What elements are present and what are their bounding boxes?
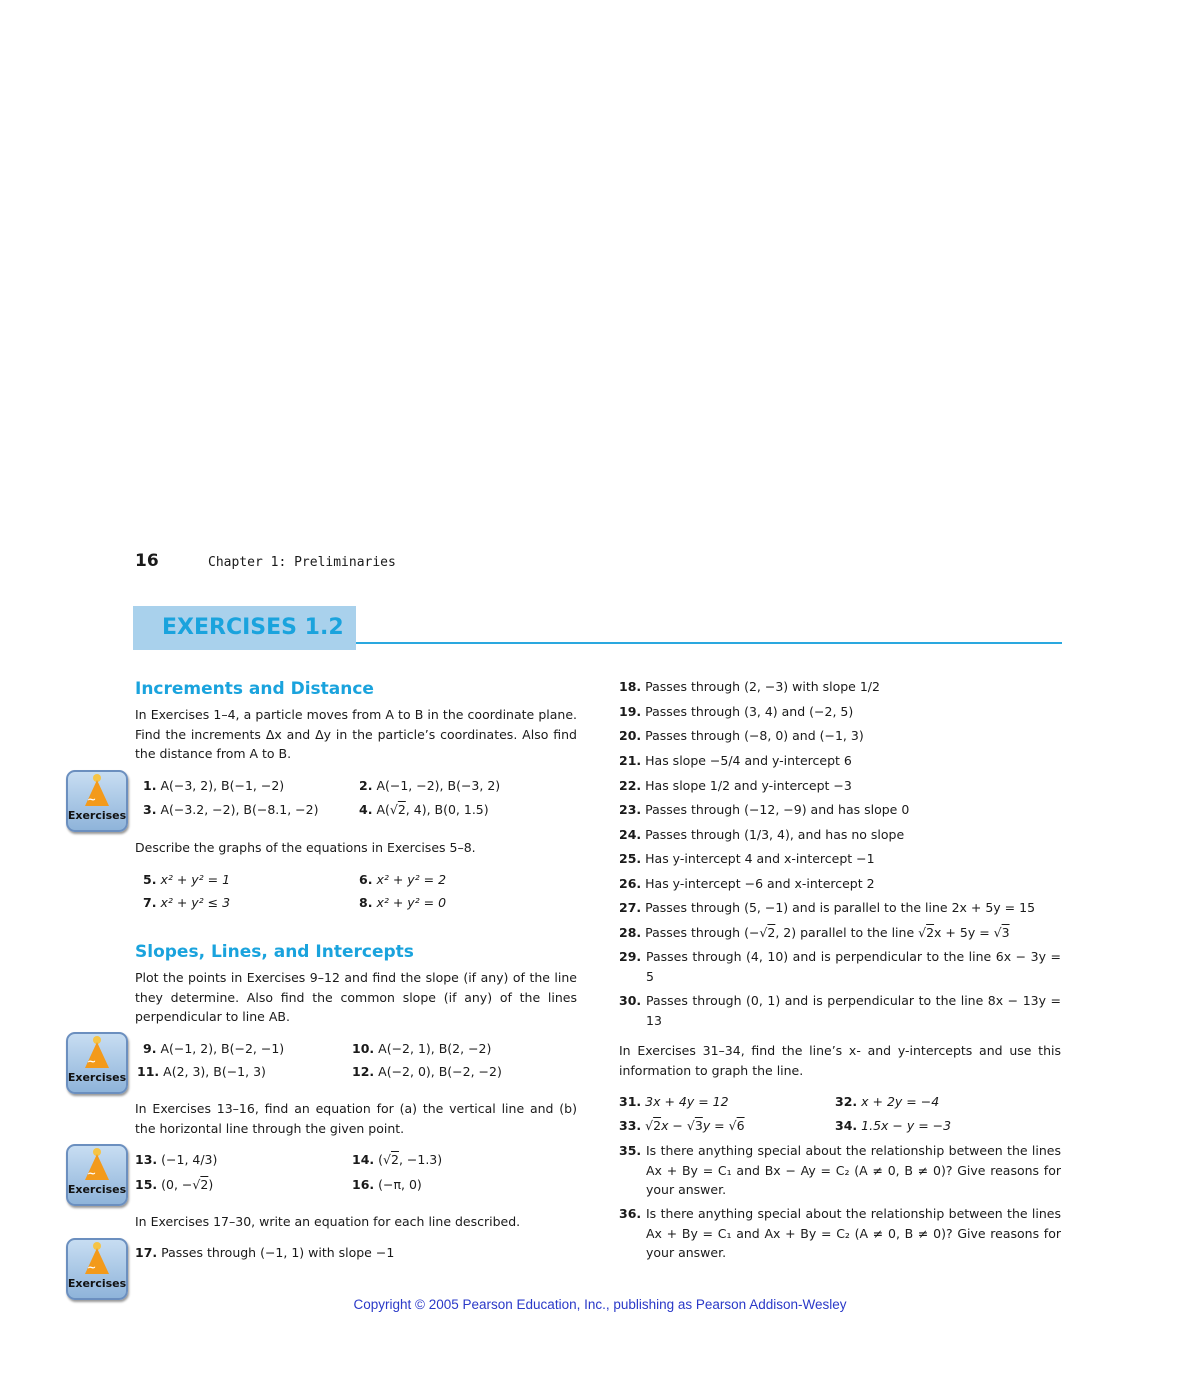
exercise-16: 16. (−π, 0) [352,1177,422,1192]
exercise-4: 4. A(√2, 4), B(0, 1.5) [359,802,489,817]
exercise-14: 14. (√2, −1.3) [352,1152,443,1167]
exercise-9: 9. A(−1, 2), B(−2, −1) [143,1041,285,1056]
exercises-icon[interactable]: ~ Exercises [66,1144,128,1206]
exercises-icon[interactable]: ~ Exercises [66,1032,128,1094]
exercise-19: 19. Passes through (3, 4) and (−2, 5) [619,704,854,719]
exercise-35: Is there anything special about the relationship between the lines Ax + By = C₁ and Bx − Ay = C₂ (A ≠ 0, B ≠ 0)? Give reasons for your answer. [646,1143,1061,1197]
exercises-title: EXERCISES 1.2 [162,615,344,640]
exercise-34: 34. 1.5x − y = −3 [835,1118,952,1133]
exercise-23: 23. Passes through (−12, −9) and has slope 0 [619,802,910,817]
exercise-13: 13. (−1, 4/3) [135,1152,218,1167]
copyright-notice: Copyright © 2005 Pearson Education, Inc., publishing as Pearson Addison-Wesley [353,1297,847,1312]
exercise-33: 33. √2x − √3y = √6 [619,1118,745,1133]
exercise-2: 2. A(−1, −2), B(−3, 2) [359,778,501,793]
exercises-icon[interactable]: ~ Exercises [66,1238,128,1300]
exercise-18: 18. Passes through (2, −3) with slope 1/2 [619,679,880,694]
intro-5-8: Describe the graphs of the equations in Exercises 5–8. [135,840,476,855]
exercise-15: 15. (0, −√2) [135,1177,214,1192]
exercise-32: 32. x + 2y = −4 [835,1094,940,1109]
exercise-12: 12. A(−2, 0), B(−2, −2) [352,1064,502,1079]
exercise-8: 8. x² + y² = 0 [359,895,447,910]
exercise-10: 10. A(−2, 1), B(2, −2) [352,1041,492,1056]
exercise-31: 31. 3x + 4y = 12 [619,1094,729,1109]
exercise-36: Is there anything special about the relationship between the lines Ax + By = C₁ and Ax + By = C₂ (A ≠ 0, B ≠ 0)? Give reasons for your answer. [646,1206,1061,1260]
exercise-26: 26. Has y-intercept −6 and x-intercept 2 [619,876,875,891]
exercise-6: 6. x² + y² = 2 [359,872,447,887]
intro-17-30: In Exercises 17–30, write an equation for each line described. [135,1214,521,1229]
exercise-11: 11. A(2, 3), B(−1, 3) [137,1064,266,1079]
intro-1-4: In Exercises 1–4, a particle moves from A to B in the coordinate plane. Find the increments Δx and Δy in the particle’s coordinates. Also find the distance from A to B. [135,707,577,761]
exercise-35-number: 35. [619,1143,642,1158]
chapter-title: Chapter 1: Preliminaries [208,555,396,570]
exercise-25: 25. Has y-intercept 4 and x-intercept −1 [619,851,875,866]
exercise-17: 17. Passes through (−1, 1) with slope −1 [135,1245,395,1260]
exercise-20: 20. Passes through (−8, 0) and (−1, 3) [619,728,864,743]
banner-rule [356,642,1062,644]
intro-31-34: In Exercises 31–34, find the line’s x- and y-intercepts and use this information to graph the line. [619,1043,1061,1078]
exercise-5: 5. x² + y² = 1 [143,872,231,887]
exercise-36-number: 36. [619,1206,642,1221]
exercise-1: 1. A(−3, 2), B(−1, −2) [143,778,285,793]
heading-increments: Increments and Distance [135,679,374,699]
exercise-27: 27. Passes through (5, −1) and is parallel to the line 2x + 5y = 15 [619,900,1036,915]
exercise-28: 28. Passes through (−√2, 2) parallel to the line √2x + 5y = √3 [619,925,1010,940]
exercise-7: 7. x² + y² ≤ 3 [143,895,231,910]
heading-slopes: Slopes, Lines, and Intercepts [135,942,414,962]
exercise-3: 3. A(−3.2, −2), B(−8.1, −2) [143,802,319,817]
exercises-icon[interactable]: ~ Exercises [66,770,128,832]
exercise-29: Passes through (4, 10) and is perpendicular to the line 6x − 3y = 5 [646,949,1061,984]
intro-13-16: In Exercises 13–16, find an equation for (a) the vertical line and (b) the horizontal line through the given point. [135,1101,577,1136]
exercise-21: 21. Has slope −5/4 and y-intercept 6 [619,753,852,768]
exercise-30-number: 30. [619,993,642,1008]
page-number: 16 [135,551,159,571]
exercise-29-number: 29. [619,949,642,964]
intro-9-12: Plot the points in Exercises 9–12 and find the slope (if any) of the line they determine. Also find the common slope (if any) of the lines perpendicular to line AB. [135,970,577,1024]
exercise-30: Passes through (0, 1) and is perpendicular to the line 8x − 13y = 13 [646,993,1061,1028]
exercise-24: 24. Passes through (1/3, 4), and has no slope [619,827,905,842]
exercise-22: 22. Has slope 1/2 and y-intercept −3 [619,778,852,793]
